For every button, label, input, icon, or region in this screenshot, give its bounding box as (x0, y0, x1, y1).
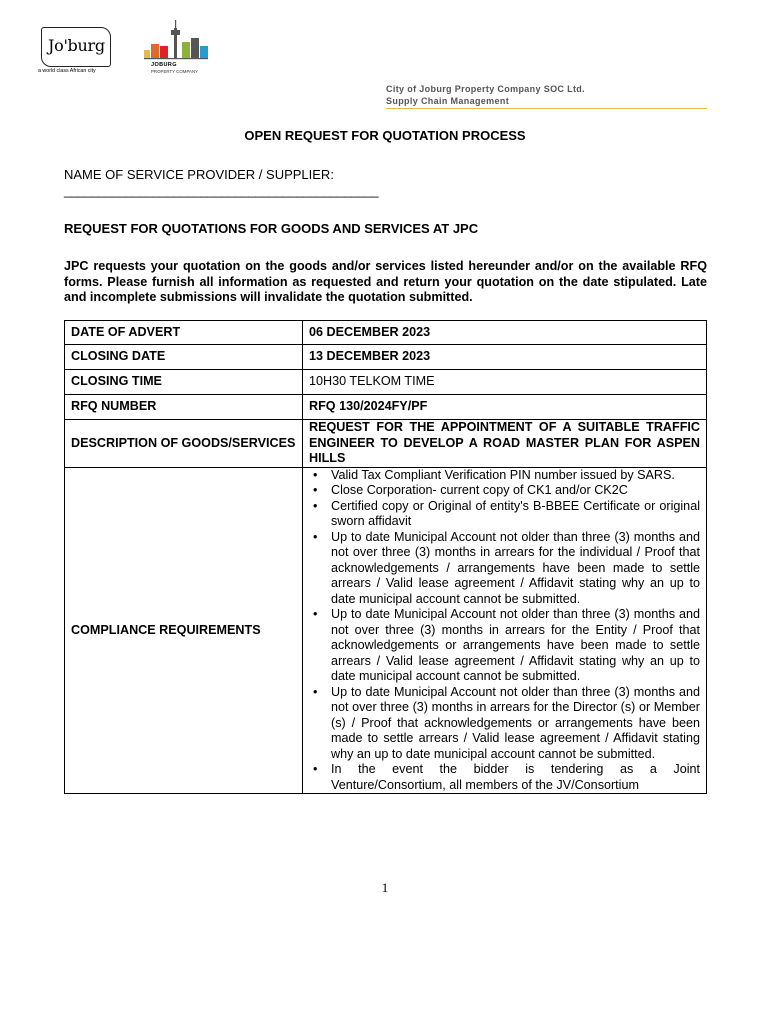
joburg-logo-tagline: a world class African city (38, 68, 96, 74)
page-number: 1 (381, 880, 389, 895)
intro-paragraph: JPC requests your quotation on the goods and/or services listed hereunder and/or on the available RFQ forms. Please furnish all information as requested and return your quotation on the date stipulated. Late and incomplete submissions will invalidate the quotation submitted. (64, 259, 707, 304)
date-of-advert-value: 06 DECEMBER 2023 (303, 321, 707, 345)
header-divider (386, 108, 707, 109)
description-value: REQUEST FOR THE APPOINTMENT OF A SUITABLE TRAFFIC ENGINEER TO DEVELOP A ROAD MASTER PLAN FOR ASPEN HILLS (303, 420, 707, 468)
rfq-number-value: RFQ 130/2024FY/PF (303, 395, 707, 420)
table-row (65, 321, 707, 345)
supplier-name-blank: ______________________________________________ (64, 183, 379, 198)
table-row (65, 370, 707, 395)
list-item: • Up to date Municipal Account not older than three (3) months and not over three (3) months in arrears for the individual / Proof that acknowledgements / arrangements have been made to settle arrears / Valid lease agreement / Affidavit stating why an up to date municipal account cannot be submitted. (331, 530, 700, 608)
list-item: • Up to date Municipal Account not older than three (3) months and not over three (3) months in arrears for the Entity / Proof that acknowledgements or arrangements have been made to settle arrears / Valid lease agreement / Affidavit stating why an up to date municipal account cannot be submitted. (331, 607, 700, 685)
compliance-label: COMPLIANCE REQUIREMENTS (65, 467, 303, 794)
compliance-requirements (303, 467, 707, 794)
table-row (65, 395, 707, 420)
list-item: • Certified copy or Original of entity's B-BBEE Certificate or original sworn affidavit (331, 499, 700, 530)
closing-date-value: 13 DECEMBER 2023 (303, 345, 707, 370)
compliance-list (309, 468, 700, 794)
closing-time-label: CLOSING TIME (65, 370, 303, 395)
organisation-header (386, 84, 585, 107)
date-of-advert-label: DATE OF ADVERT (65, 321, 303, 345)
list-item: • In the event the bidder is tendering as a Joint Venture/Consortium, all members of the JV/Consortium (331, 762, 700, 793)
document-title: OPEN REQUEST FOR QUOTATION PROCESS (244, 128, 526, 143)
description-label: DESCRIPTION OF GOODS/SERVICES (65, 420, 303, 468)
rfq-number-label: RFQ NUMBER (65, 395, 303, 420)
organisation-name: City of Joburg Property Company SOC Ltd. (386, 84, 586, 94)
supplier-name-label: NAME OF SERVICE PROVIDER / SUPPLIER: (64, 167, 334, 182)
rfq-details-table (64, 320, 707, 794)
jpc-logo-skyline-icon (144, 16, 224, 62)
jpc-logo-name: JOBURG (151, 62, 177, 68)
list-item: • Up to date Municipal Account not older than three (3) months and not over three (3) months in arrears for the Director (s) or Member (s) / Proof that acknowledgements or arrangements have been made to settle arrears / Valid lease agreement / Affidavit stating why an up to date municipal account cannot be submitted. (331, 685, 700, 763)
list-item: • Valid Tax Compliant Verification PIN number issued by SARS. (331, 468, 700, 484)
list-item: • Close Corporation- current copy of CK1 and/or CK2C (331, 483, 700, 499)
closing-time-value: 10H30 TELKOM TIME (303, 370, 707, 395)
supplier-name-field (64, 167, 378, 199)
joburg-logo (38, 27, 116, 77)
table-row (65, 420, 707, 468)
jpc-logo (144, 16, 224, 76)
table-row (65, 467, 707, 794)
joburg-logo-wordmark: Jo'burg (48, 36, 105, 55)
table-row (65, 345, 707, 370)
jpc-logo-sub: PROPERTY COMPANY (151, 69, 199, 74)
section-heading: REQUEST FOR QUOTATIONS FOR GOODS AND SERVICES AT JPC (64, 221, 479, 236)
closing-date-label: CLOSING DATE (65, 345, 303, 370)
organisation-department: Supply Chain Management (386, 95, 510, 106)
